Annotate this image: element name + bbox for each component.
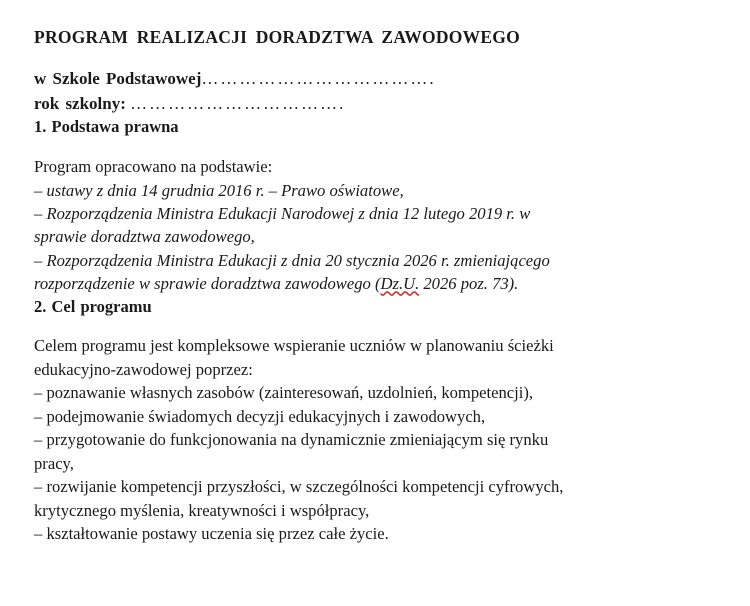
document-title: PROGRAM REALIZACJI DORADZTWA ZAWODOWEGO <box>34 27 521 47</box>
goal-item-text: krytycznego myślenia, kreatywności i współpracy, <box>34 500 370 520</box>
goal-item-text: pracy, <box>34 453 74 473</box>
goal-item <box>34 428 710 451</box>
list-dash: – <box>34 250 43 270</box>
subtitle-block <box>34 67 710 115</box>
section-heading-cel-programu: 2. Cel programu <box>34 296 152 316</box>
section-body-cel-programu <box>34 334 710 545</box>
legal-basis-item-text: Rozporządzenia Ministra Edukacji Narodowej z dnia 12 lutego 2019 r. w <box>46 204 531 224</box>
section-heading-podstawa-prawna: 1. Podstawa prawna <box>34 116 179 136</box>
legal-basis-item-text-tail: 2026 poz. 73). <box>419 274 519 294</box>
list-dash: – <box>34 406 43 426</box>
goal-item <box>34 522 710 545</box>
legal-basis-item-text: Rozporządzenia Ministra Edukacji z dnia 20 stycznia 2026 r. zmieniającego <box>46 250 550 270</box>
legal-basis-item <box>34 202 710 225</box>
list-dash: – <box>34 430 43 450</box>
goal-item-continuation <box>34 499 710 522</box>
goal-item-continuation <box>34 452 710 475</box>
section-body-podstawa-prawna <box>34 155 710 296</box>
school-name-line <box>34 67 710 91</box>
goal-item <box>34 381 710 404</box>
legal-basis-item-text: ustawy z dnia 14 grudnia 2016 r. – Prawo oświatowe, <box>46 180 404 200</box>
legal-basis-item <box>34 179 710 202</box>
list-dash: – <box>34 204 43 224</box>
list-dash: – <box>34 524 43 544</box>
school-name-dotted-leader: ………………………………. <box>201 69 436 89</box>
legal-basis-item-continuation <box>34 225 710 248</box>
legal-basis-item-text: sprawie doradztwa zawodowego, <box>34 227 255 247</box>
goal-item <box>34 475 710 498</box>
school-year-dotted-leader: ……………………………. <box>130 93 346 113</box>
goal-intro-line: Celem programu jest kompleksowe wspieranie uczniów w planowaniu ścieżki <box>34 336 554 356</box>
goal-item-text: podejmowanie świadomych decyzji edukacyjnych i zawodowych, <box>46 406 486 426</box>
list-dash: – <box>34 180 43 200</box>
legal-basis-item <box>34 249 710 272</box>
goal-intro-line: edukacyjno-zawodowej poprzez: <box>34 359 253 379</box>
goal-item <box>34 405 710 428</box>
list-dash: – <box>34 383 43 403</box>
goal-item-text: przygotowanie do funkcjonowania na dynamicznie zmieniającym się rynku <box>46 430 549 450</box>
goal-item-text: rozwijanie kompetencji przyszłości, w szczególności kompetencji cyfrowych, <box>46 477 564 497</box>
school-name-label: w Szkole Podstawowej <box>34 69 202 89</box>
list-dash: – <box>34 477 43 497</box>
spellcheck-flagged-word: Dz.U. <box>380 274 420 294</box>
goal-item-text: poznawanie własnych zasobów (zainteresowań, uzdolnień, kompetencji), <box>46 383 534 403</box>
goal-item-text: kształtowanie postawy uczenia się przez całe życie. <box>46 524 389 544</box>
school-year-label: rok szkolny: <box>34 93 126 113</box>
legal-basis-item-continuation <box>34 272 710 295</box>
school-year-line <box>34 92 710 116</box>
legal-basis-intro: Program opracowano na podstawie: <box>34 157 273 177</box>
legal-basis-item-text: rozporządzenie w sprawie doradztwa zawodowego ( <box>34 274 381 294</box>
